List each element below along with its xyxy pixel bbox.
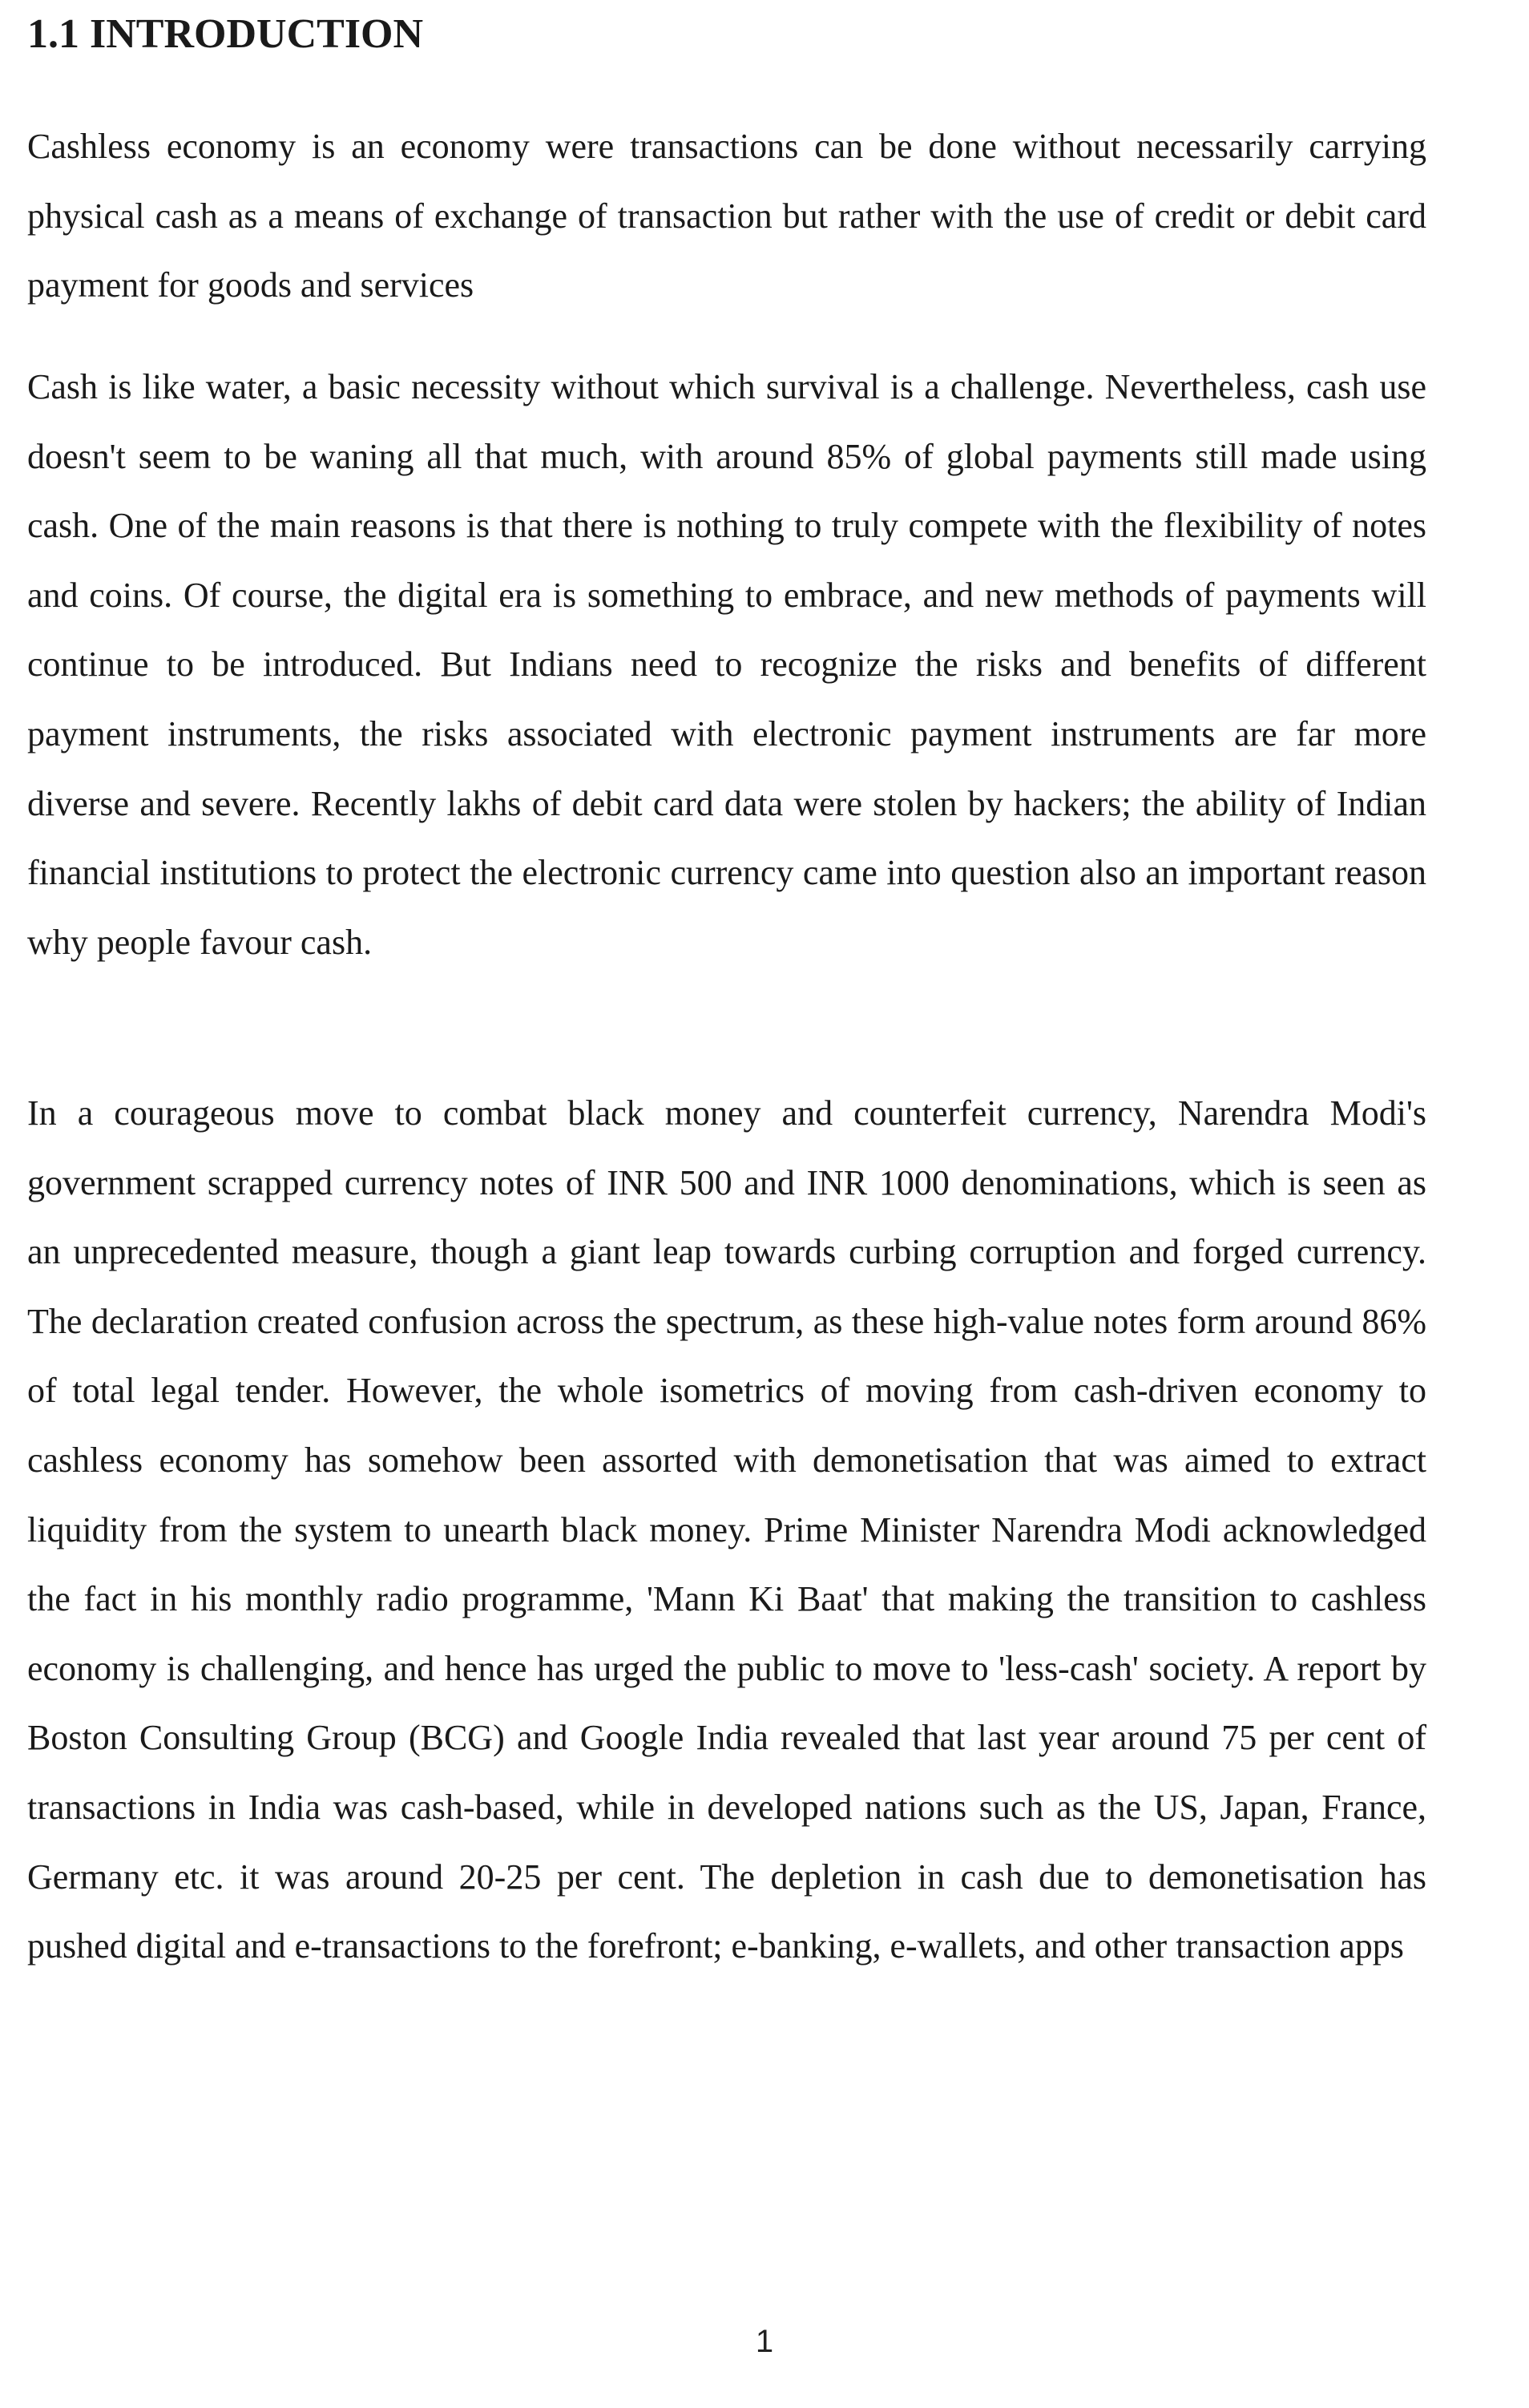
page-number: 1 — [755, 2324, 774, 2359]
paragraph-cashless-definition: Cashless economy is an economy were transactions can be done without necessarily carrying physical cash as a means of exchange of transaction but rather with the use of credit or debit card payment for goods and services — [27, 127, 1426, 305]
paragraph-demonetisation: In a courageous move to combat black money and counterfeit currency, Narendra Modi's government scrapped currency notes of INR 500 and INR 1000 denominations, which is seen as an unprecedented measure, though a giant leap towards curbing corruption and forged currency. The declaration created confusion across the spectrum, as these high-value notes form around 86% of total legal tender. However, the whole isometrics of moving from cash-driven economy to cashless economy has somehow been assorted with demonetisation that was aimed to extract liquidity from the system to unearth black money. Prime Minister Narendra Modi acknowledged the fact in his monthly radio programme, 'Mann Ki Baat' that making the transition to cashless economy is challenging, and hence has urged the public to move to 'less-cash' society. A report by Boston Consulting Group (BCG) and Google India revealed that last year around 75 per cent of transactions in India was cash-based, while in developed nations such as the US, Japan, France, Germany etc. it was around 20-25 per cent. The depletion in cash due to demonetisation has pushed digital and e-transactions to the forefront; e-banking, e-wallets, and other transaction apps — [27, 1093, 1426, 1966]
section-heading: 1.1 INTRODUCTION — [27, 11, 424, 57]
paragraph-cash-necessity: Cash is like water, a basic necessity without which survival is a challenge. Nevertheless, cash use doesn't seem to be waning all that much, with around 85% of global payments still made using cash. One of the main reasons is that there is nothing to truly compete with the flexibility of notes and coins. Of course, the digital era is something to embrace, and new methods of payments will continue to be introduced. But Indians need to recognize the risks and benefits of different payment instruments, the risks associated with electronic payment instruments are far more diverse and severe. Recently lakhs of debit card data were stolen by hackers; the ability of Indian financial institutions to protect the electronic currency came into question also an important reason why people favour cash. — [27, 367, 1426, 962]
